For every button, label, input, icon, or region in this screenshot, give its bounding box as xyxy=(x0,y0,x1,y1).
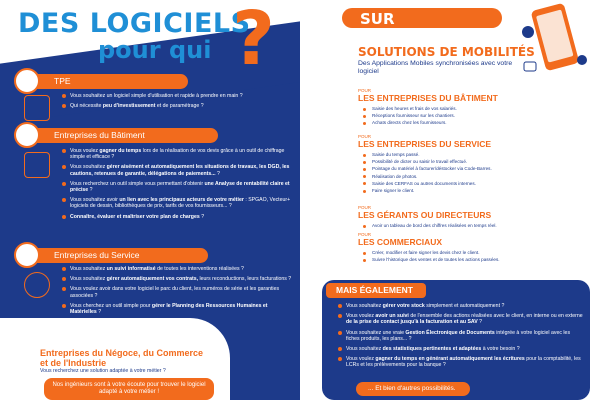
list-item: Saisie du temps passé. xyxy=(358,151,558,158)
pour-label: POUR xyxy=(358,134,372,139)
list-item: Vous souhaitez un logiciel simple d'utilisation et rapide à prendre en main ? xyxy=(62,93,292,99)
group-commerciaux xyxy=(358,232,558,263)
main-title-line2: pour qui xyxy=(98,36,212,64)
list-item: Vous souhaitez gérer aisément et automatiquement les situations de travaux, les DGD, les cautions, retenues de garantie, délégations de paiements... ? xyxy=(62,164,292,176)
list-item: Vous voulez gagner du temps lors de la réalisation de vos devis grâce à un outil de chiffrage simple et efficace ? xyxy=(62,148,292,160)
list-item: Suivre l'historique des ventes et de toutes les actions passées. xyxy=(358,256,558,263)
negoce-bullet: Vous recherchez une solution adaptée à votre métier ? xyxy=(40,368,166,374)
hand-gear-icon xyxy=(24,272,50,298)
service-bullets xyxy=(62,266,292,319)
mais-egalement-list xyxy=(338,303,583,373)
list-item: Saisie des heures et frais de vos salariés. xyxy=(358,105,558,112)
negoce-callout: Nos ingénieurs sont à votre écoute pour trouver le logiciel adapté à votre métier ! xyxy=(44,378,214,400)
list-item: Réceptions fournisseur sur les chantiers. xyxy=(358,112,558,119)
store-icon xyxy=(24,95,50,121)
section-label: Entreprises du Service xyxy=(54,250,140,260)
pour-label: POUR xyxy=(358,88,372,93)
group-title: LES GÉRANTS OU DIRECTEURS xyxy=(358,210,492,220)
list-item: Avoir un tableau de bord des chiffres réalisées en temps réel. xyxy=(358,222,558,229)
smartphone-header: SUR SMARTPHONE xyxy=(342,8,502,28)
list-item: Vous souhaitez un suivi informatisé de toutes les interventions réalisées ? xyxy=(62,266,292,272)
list-item: Vous recherchez un outil simple vous permettant d'obtenir une Analyse de rentabilité claire et précise ? xyxy=(62,181,292,193)
tpe-bullets xyxy=(62,93,292,113)
list-item: Vous souhaitez gérer automatiquement vos contrats, leurs reconductions, leurs facturations ? xyxy=(62,276,292,282)
batiment-bullets xyxy=(62,148,292,224)
solutions-subtitle: Des Applications Mobiles synchronisées avec votre logiciel xyxy=(358,60,513,75)
list-item: Vous voulez gagner du temps en générant automatiquement les écritures pour la comptabilité, les LCRs et les prélèvements pour la banque ? xyxy=(338,356,583,368)
list-item: Vous cherchez un outil simple pour gérer le Planning des Ressources Humaines et Matérielles ? xyxy=(62,303,292,315)
section-label: Entreprises du Bâtiment xyxy=(54,130,145,140)
group-title: LES ENTREPRISES DU SERVICE xyxy=(358,139,492,149)
question-mark: ? xyxy=(232,0,275,82)
group-title: LES ENTREPRISES DU BÂTIMENT xyxy=(358,93,498,103)
pour-label: POUR xyxy=(358,205,372,210)
list-item: Qui nécessite peu d'investissement et de paramétrage ? xyxy=(62,103,292,109)
list-item: Connaître, évaluer et maîtriser votre plan de charges ? xyxy=(62,214,292,220)
group-title: LES COMMERCIAUX xyxy=(358,237,443,247)
section-dot xyxy=(14,122,40,148)
section-batiment-header xyxy=(18,128,218,143)
list-item: Vous souhaitez des statistiques pertinentes et adaptées à votre besoin ? xyxy=(338,346,583,352)
list-item: Réalisation de photos. xyxy=(358,173,558,180)
section-label: TPE xyxy=(54,76,71,86)
list-item: Créer, modifier et faire signer les devis chez le client. xyxy=(358,249,558,256)
group-gerants xyxy=(358,205,558,229)
mais-egalement-label: MAIS ÉGALEMENT xyxy=(326,283,426,298)
list-item: Possibilité de dicter ou saisir le travail effectué. xyxy=(358,158,558,165)
list-item: Vous souhaitez gérer votre stock simplement et automatiquement ? xyxy=(338,303,583,309)
list-item: Saisie des CERFAS ou autres documents internes. xyxy=(358,180,558,187)
list-item: Faire signer le client. xyxy=(358,187,558,194)
negoce-title: Entreprises du Négoce, du Commerce et de l'Industrie xyxy=(40,348,204,368)
tools-icon xyxy=(24,152,50,178)
list-item: Achats directs chez les fournisseurs. xyxy=(358,119,558,126)
list-item: Vous voulez avoir dans votre logiciel le parc du client, les numéros de série et les garanties associées ? xyxy=(62,286,292,298)
solutions-title: SOLUTIONS DE MOBILITÉS xyxy=(358,45,535,59)
smartphone-icon xyxy=(520,2,590,82)
main-title-line1: DES LOGICIELS xyxy=(18,8,251,39)
list-item: Vous souhaitez une vraie Gestion Électronique de Documents intégrée à votre logiciel avec les fiches produits, les plans... ? xyxy=(338,330,583,342)
section-service-header xyxy=(18,248,208,263)
section-dot xyxy=(14,68,40,94)
list-item: Pointage du matériel à facturer/déstocker via Code-Barres. xyxy=(358,165,558,172)
group-batiment xyxy=(358,88,558,127)
section-dot xyxy=(14,242,40,268)
list-item: Vous voulez avoir un suivi de l'ensemble des actions réalisées avec le client, en interne ou en externe de la prise de contact jusqu'à la facturation et au SAV ? xyxy=(338,313,583,325)
group-service xyxy=(358,134,558,194)
more-possibilities: ... Et bien d'autres possibilités. xyxy=(356,382,470,396)
section-tpe-header xyxy=(18,74,188,89)
pour-label: POUR xyxy=(358,232,372,237)
list-item: Vous souhaitez avoir un lien avec les principaux acteurs de votre métier : SPGAO, Vecteur+ logiciels de dessin, bibliothèques de prix, tarifs de vos fournisseurs... ? xyxy=(62,197,292,209)
